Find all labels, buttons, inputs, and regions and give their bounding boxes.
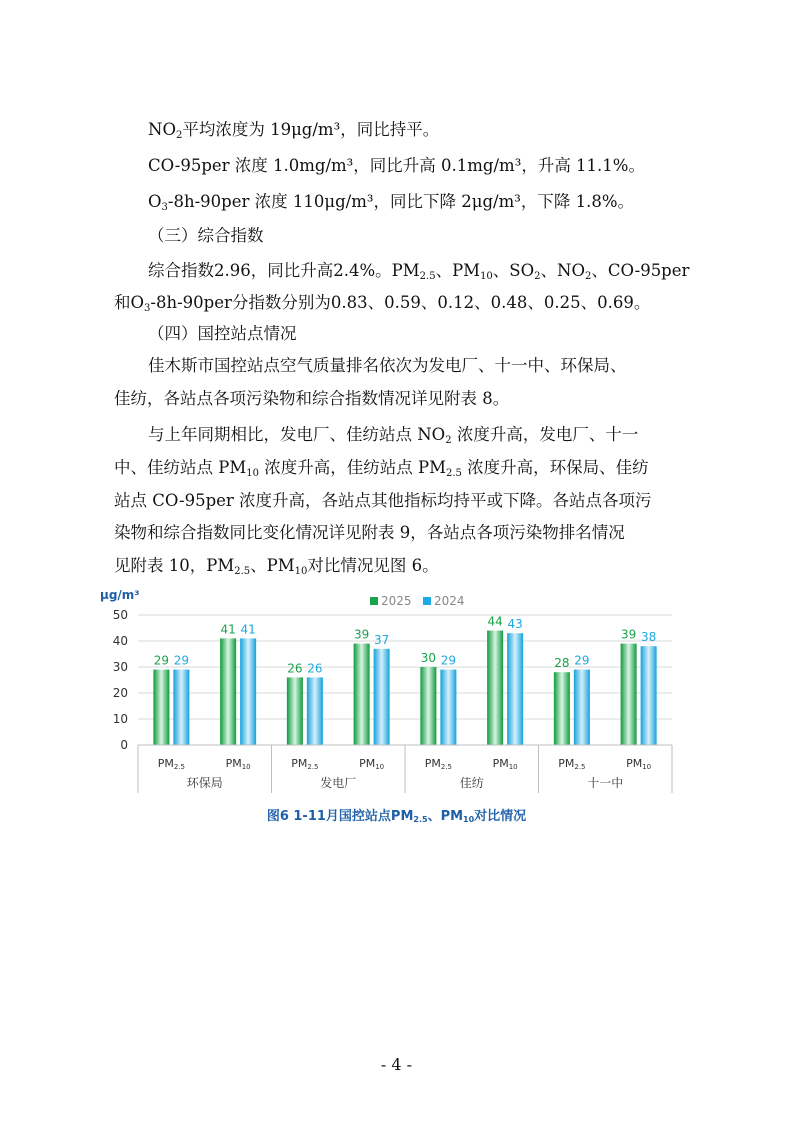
comparison-line-5: 见附表 10，$PM_{2.5}$、$PM_{10}$对比情况见图 6。	[114, 556, 439, 577]
x-tick-label-main: PM	[225, 757, 242, 770]
data-label-2025: 41	[220, 622, 236, 637]
group-label: 环保局	[186, 776, 223, 790]
bar-2025-PM10	[354, 644, 370, 745]
y-tick-label: 30	[112, 660, 128, 674]
bar-2024-PM10	[240, 638, 256, 745]
x-tick-label-main: PM	[626, 757, 643, 770]
x-tick-label-sub: 2.5	[173, 763, 186, 771]
pm-comparison-chart	[100, 585, 680, 795]
no2-paragraph: $NO_2$平均浓度为 19μg/m³，同比持平。	[148, 120, 440, 141]
y-tick-label: 40	[112, 634, 128, 648]
bar-2025-PM10	[220, 638, 236, 745]
bar-2024-PM10	[641, 646, 657, 745]
bar-2024-PM2.5	[307, 677, 323, 745]
legend-swatch-2025	[370, 597, 378, 605]
data-label-2025: 39	[620, 627, 637, 642]
x-tick-label	[359, 757, 384, 771]
o3-paragraph: $O_3-8h-90per$ 浓度 110μg/m³，同比下降 2μg/m³，下降 1.8%。	[148, 192, 634, 213]
stations-line-1: 佳木斯市国控站点空气质量排名依次为发电厂、十一中、环保局、	[148, 356, 627, 375]
comparison-line-3: 站点 CO-95per 浓度升高，各站点其他指标均持平或下降。各站点各项污	[114, 491, 652, 510]
data-label-2024: 37	[373, 632, 390, 647]
y-tick-label: 10	[112, 712, 128, 726]
x-tick-label-sub: 2.5	[307, 763, 319, 771]
y-tick-label: 0	[120, 738, 128, 752]
data-label-2024: 43	[507, 617, 523, 632]
x-tick-label	[226, 757, 251, 771]
x-tick-label-main: PM	[291, 757, 308, 770]
bar-2025-PM2.5	[287, 677, 303, 745]
x-tick-label	[291, 757, 318, 771]
comparison-line-2: 中、佳纺站点 $PM_{10}$ 浓度升高，佳纺站点 $PM_{2.5}$ 浓度升高，环保局、佳纺	[114, 458, 649, 479]
data-label-2025: 44	[487, 614, 503, 629]
y-axis-unit-label: μg/m³	[100, 588, 140, 602]
co-paragraph: CO-95per 浓度 1.0mg/m³，同比升高 0.1mg/m³，升高 11.1%。	[148, 156, 645, 175]
bar-2024-PM2.5	[574, 670, 590, 745]
x-tick-label-main: PM	[492, 757, 509, 770]
x-tick-label	[425, 757, 452, 771]
data-label-2024: 29	[574, 653, 590, 668]
group-label: 佳纺	[459, 776, 484, 790]
legend-label-2024: 2024	[434, 594, 465, 608]
bar-2025-PM10	[487, 631, 503, 745]
bar-2025-PM10	[621, 644, 637, 745]
stations-line-2: 佳纺，各站点各项污染物和综合指数情况详见附表 8。	[114, 389, 510, 408]
x-tick-label-sub: 10	[241, 763, 251, 771]
data-label-2025: 29	[153, 653, 170, 668]
bar-2024-PM2.5	[440, 670, 456, 745]
bar-2024-PM10	[374, 649, 390, 745]
section-heading-composite-index: （三）综合指数	[148, 226, 264, 245]
comparison-line-1: 与上年同期相比，发电厂、佳纺站点 $NO_2$ 浓度升高，发电厂、十一	[148, 425, 639, 446]
data-label-2024: 29	[173, 653, 190, 668]
composite-index-line-1: 综合指数2.96，同比升高2.4%。$PM_{2.5}$、$PM_{10}$、$SO_2$、$NO_2$、CO-95per	[148, 261, 690, 282]
y-tick-label: 50	[112, 608, 128, 622]
legend-label-2025: 2025	[381, 594, 412, 608]
x-tick-label-sub: 10	[508, 763, 518, 771]
bar-2025-PM2.5	[420, 667, 436, 745]
bar-2025-PM2.5	[153, 670, 169, 745]
data-label-2024: 26	[307, 661, 323, 676]
x-tick-label-sub: 2.5	[574, 763, 586, 771]
group-label: 发电厂	[320, 776, 357, 790]
data-label-2025: 26	[287, 661, 303, 676]
data-label-2025: 28	[554, 656, 570, 671]
section-heading-stations: （四）国控站点情况	[148, 324, 297, 343]
x-tick-label-main: PM	[359, 757, 376, 770]
data-label-2025: 30	[420, 651, 437, 665]
x-tick-label	[558, 757, 585, 771]
data-label-2025: 39	[353, 627, 370, 642]
comparison-line-4: 染物和综合指数同比变化情况详见附表 9，各站点各项污染物排名情况	[114, 523, 625, 542]
data-label-2024: 29	[440, 653, 457, 668]
x-tick-label-sub: 2.5	[440, 763, 453, 771]
group-label: 十一中	[587, 776, 624, 790]
x-tick-label-sub: 10	[375, 763, 385, 771]
x-tick-label-main: PM	[157, 757, 174, 770]
x-tick-label	[626, 757, 651, 771]
x-tick-label-main: PM	[424, 757, 441, 770]
x-tick-label	[158, 757, 185, 771]
page-number: - 4 -	[380, 1055, 413, 1074]
x-tick-label-main: PM	[558, 757, 575, 770]
bar-2024-PM10	[507, 633, 523, 745]
x-tick-label-sub: 10	[642, 763, 652, 771]
bar-2025-PM2.5	[554, 672, 570, 745]
bar-2024-PM2.5	[173, 670, 189, 745]
y-tick-label: 20	[112, 686, 128, 700]
data-label-2024: 41	[240, 622, 256, 637]
figure-caption: 图6 1-11月国控站点$PM_{2.5}$、$PM_{10}$对比情况	[266, 809, 527, 824]
legend-swatch-2024	[423, 597, 431, 605]
x-tick-label	[493, 757, 518, 771]
data-label-2024: 38	[640, 630, 657, 645]
composite-index-line-2: 和$O_3-8h-90per$分指数分别为0.83、0.59、0.12、0.48、0.25、0.69。	[114, 293, 651, 314]
